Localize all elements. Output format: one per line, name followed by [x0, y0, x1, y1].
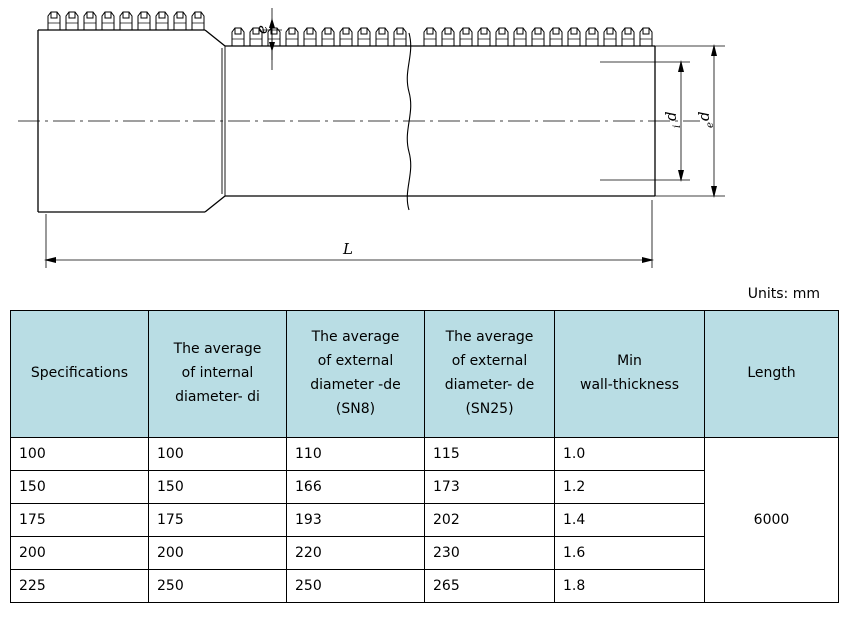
- cell-internal-diameter: 175: [149, 504, 287, 537]
- label-di-sub: i: [672, 124, 683, 128]
- header-line: The average: [445, 329, 534, 346]
- corrugation-top-left: [48, 12, 204, 30]
- cell-min-wall-thickness: 1.8: [555, 570, 705, 603]
- cell-internal-diameter: 100: [149, 438, 287, 471]
- cell-internal-diameter: 200: [149, 537, 287, 570]
- cell-min-wall-thickness: 1.0: [555, 438, 705, 471]
- label-e: e: [253, 25, 271, 34]
- cell-external-diameter-sn25: 115: [425, 438, 555, 471]
- specifications-table: [10, 310, 839, 603]
- cell-specification: 200: [11, 537, 149, 570]
- cell-external-diameter-sn8: 220: [287, 537, 425, 570]
- cell-external-diameter-sn8: 166: [287, 471, 425, 504]
- header-specifications: [11, 311, 149, 438]
- label-de-group: [695, 111, 716, 128]
- label-de-sub: e: [705, 122, 716, 128]
- cell-specification: 100: [11, 438, 149, 471]
- cell-external-diameter-sn25: 173: [425, 471, 555, 504]
- header-avg-internal-diameter: [149, 311, 287, 438]
- label-di: d: [662, 111, 680, 121]
- table-header-row: [11, 311, 839, 438]
- header-line: wall-thickness: [580, 377, 679, 393]
- units-note: Units: mm: [747, 286, 820, 302]
- pipe-drawing-svg: [0, 0, 850, 285]
- cell-length: 6000: [705, 438, 839, 603]
- cell-specification: 150: [11, 471, 149, 504]
- cell-min-wall-thickness: 1.2: [555, 471, 705, 504]
- header-line: diameter- di: [175, 388, 260, 405]
- label-de: d: [695, 111, 713, 121]
- corrugation-top-main: [232, 28, 652, 46]
- break-line: [407, 33, 410, 210]
- cell-external-diameter-sn8: 193: [287, 504, 425, 537]
- header-avg-external-diameter-sn8: [287, 311, 425, 438]
- header-line: Min: [617, 353, 642, 370]
- cell-external-diameter-sn25: 230: [425, 537, 555, 570]
- label-di-group: [662, 111, 683, 128]
- specifications-table-container: [10, 310, 838, 603]
- header-line: of external: [451, 353, 528, 370]
- cell-external-diameter-sn25: 265: [425, 570, 555, 603]
- header-line: The average: [311, 329, 400, 346]
- cell-external-diameter-sn8: 250: [287, 570, 425, 603]
- cell-specification: 175: [11, 504, 149, 537]
- cell-external-diameter-sn8: 110: [287, 438, 425, 471]
- cell-min-wall-thickness: 1.4: [555, 504, 705, 537]
- header-avg-external-diameter-sn25: [425, 311, 555, 438]
- header-line: of external: [317, 353, 394, 370]
- header-line: (SN8): [335, 400, 376, 417]
- header-min-wall-thickness: [555, 311, 705, 438]
- cell-min-wall-thickness: 1.6: [555, 537, 705, 570]
- cell-specification: 225: [11, 570, 149, 603]
- header-line: Specifications: [30, 365, 129, 382]
- table-row: [11, 438, 839, 471]
- cell-internal-diameter: 150: [149, 471, 287, 504]
- header-line: The average: [173, 341, 262, 358]
- header-line: (SN25): [465, 400, 514, 417]
- header-line: Length: [747, 365, 796, 382]
- header-line: diameter -de: [310, 377, 401, 393]
- header-line: of internal: [181, 365, 254, 382]
- cell-external-diameter-sn25: 202: [425, 504, 555, 537]
- pipe-technical-drawing: [0, 0, 850, 285]
- cell-internal-diameter: 250: [149, 570, 287, 603]
- header-line: diameter- de: [444, 377, 535, 393]
- label-L: L: [343, 240, 353, 258]
- header-length: [705, 311, 839, 438]
